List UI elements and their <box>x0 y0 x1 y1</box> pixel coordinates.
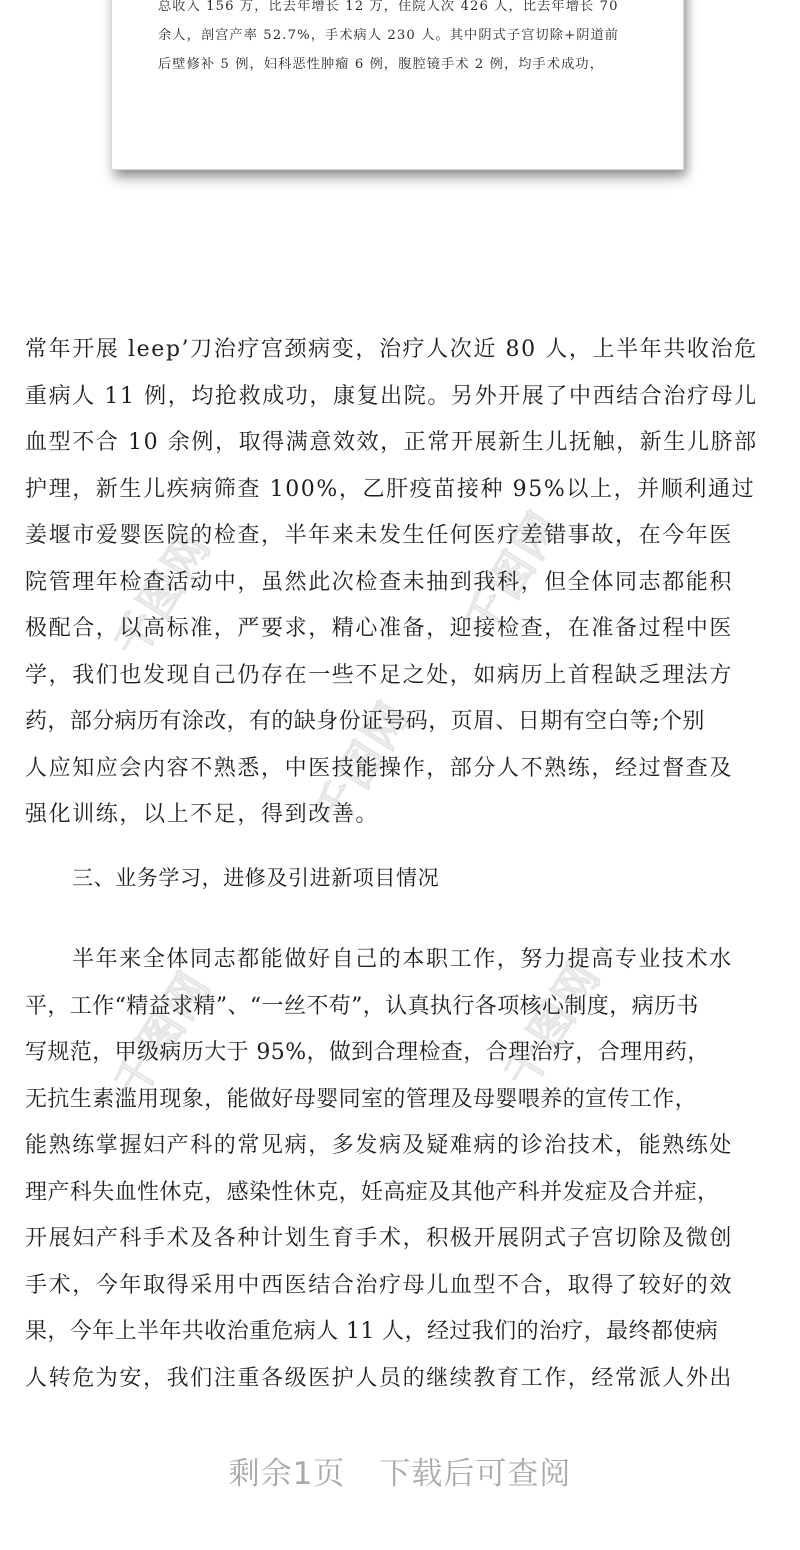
text-line: 学，我们也发现自己仍存在一些不足之处，如病历上首程缺乏理法方 <box>25 662 734 688</box>
text-line: 极配合，以高标准，严要求，精心准备，迎接检查，在准备过程中医 <box>25 616 734 641</box>
text-line: 人应知应会内容不熟悉，中医技能操作，部分人不熟练，经过督查及 <box>25 755 734 781</box>
preview-line: 余人，剖宫产率 52.7%，手术病人 230 人。其中阴式子宫切除+阴道前 <box>158 28 620 43</box>
text-line: 强化训练，以上不足，得到改善。 <box>25 802 380 827</box>
text-line: 能熟练掌握妇产科的常见病，多发病及疑难病的诊治技术，能熟练处 <box>25 1133 734 1158</box>
text-line: 姜堰市爱婴医院的检查，半年来未发生任何医疗差错事故，在今年医 <box>25 523 734 548</box>
text-line: 常年开展 leep’刀治疗宫颈病变，治疗人次近 80 人，上半年共收治危 <box>25 337 758 362</box>
text-line: 人转危为安，我们注重各级医护人员的继续教育工作，经常派人外出 <box>25 1365 734 1391</box>
remaining-pages-label: 剩余1页 <box>228 1456 346 1492</box>
section-heading: 三、业务学习，进修及引进新项目情况 <box>72 866 440 890</box>
watermark: 千图网 <box>104 522 222 667</box>
watermark: 千图网 <box>454 502 572 647</box>
watermark: 千图网 <box>104 962 222 1107</box>
watermark: 千图网 <box>304 692 422 837</box>
remaining-pages-banner[interactable] <box>0 1448 800 1493</box>
text-line: 重病人 11 例，均抢救成功，康复出院。另外开展了中西结合治疗母儿 <box>25 383 758 409</box>
paragraph-2 <box>25 937 785 1402</box>
text-line: 药，部分病历有涂改，有的缺身份证号码，页眉、日期有空白等;个别 <box>25 709 705 734</box>
preview-line: 总收入 156 万，比去年增长 12 万，住院人次 426 人，比去年增长 70 <box>158 0 619 14</box>
paragraph-1 <box>25 327 775 839</box>
watermark: 千图网 <box>494 952 612 1097</box>
text-line: 手术，今年取得采用中西医结合治疗母儿血型不合，取得了较好的效 <box>25 1272 734 1298</box>
text-line: 果，今年上半年共收治重危病人 11 人，经过我们的治疗，最终都使病 <box>25 1319 719 1344</box>
text-line: 开展妇产科手术及各种计划生育手术，积极开展阴式子宫切除及微创 <box>25 1226 734 1251</box>
text-line: 理产科失血性休克，感染性休克，妊高症及其他产科并发症及合并症， <box>25 1179 720 1205</box>
text-line: 无抗生素滥用现象，能做好母婴同室的管理及母婴喂养的宣传工作， <box>25 1086 698 1112</box>
text-line: 半年来全体同志都能做好自己的本职工作，努力提高专业技术水 <box>72 947 733 972</box>
document-preview-card <box>112 0 683 169</box>
download-prompt-label: 下载后可查阅 <box>379 1456 572 1492</box>
text-line: 血型不合 10 余例，取得满意效效，正常开展新生儿抚触，新生儿脐部 <box>25 430 758 455</box>
text-line: 院管理年检查活动中，虽然此次检查未抽到我科，但全体同志都能积 <box>25 569 734 595</box>
preview-text-block <box>158 0 648 79</box>
preview-line: 后壁修补 5 例，妇科恶性肿瘤 6 例，腹腔镜手术 2 例，均手术成功， <box>158 57 604 72</box>
text-line: 写规范，甲级病历大于 95%，做到合理检查，合理治疗，合理用药， <box>25 1040 710 1065</box>
text-line: 平，工作“精益求精”、“一丝不苟”，认真执行各项核心制度，病历书 <box>25 993 699 1019</box>
text-line: 护理，新生儿疾病筛查 100%，乙肝疫苗接种 95%以上，并顺利通过 <box>25 476 756 502</box>
